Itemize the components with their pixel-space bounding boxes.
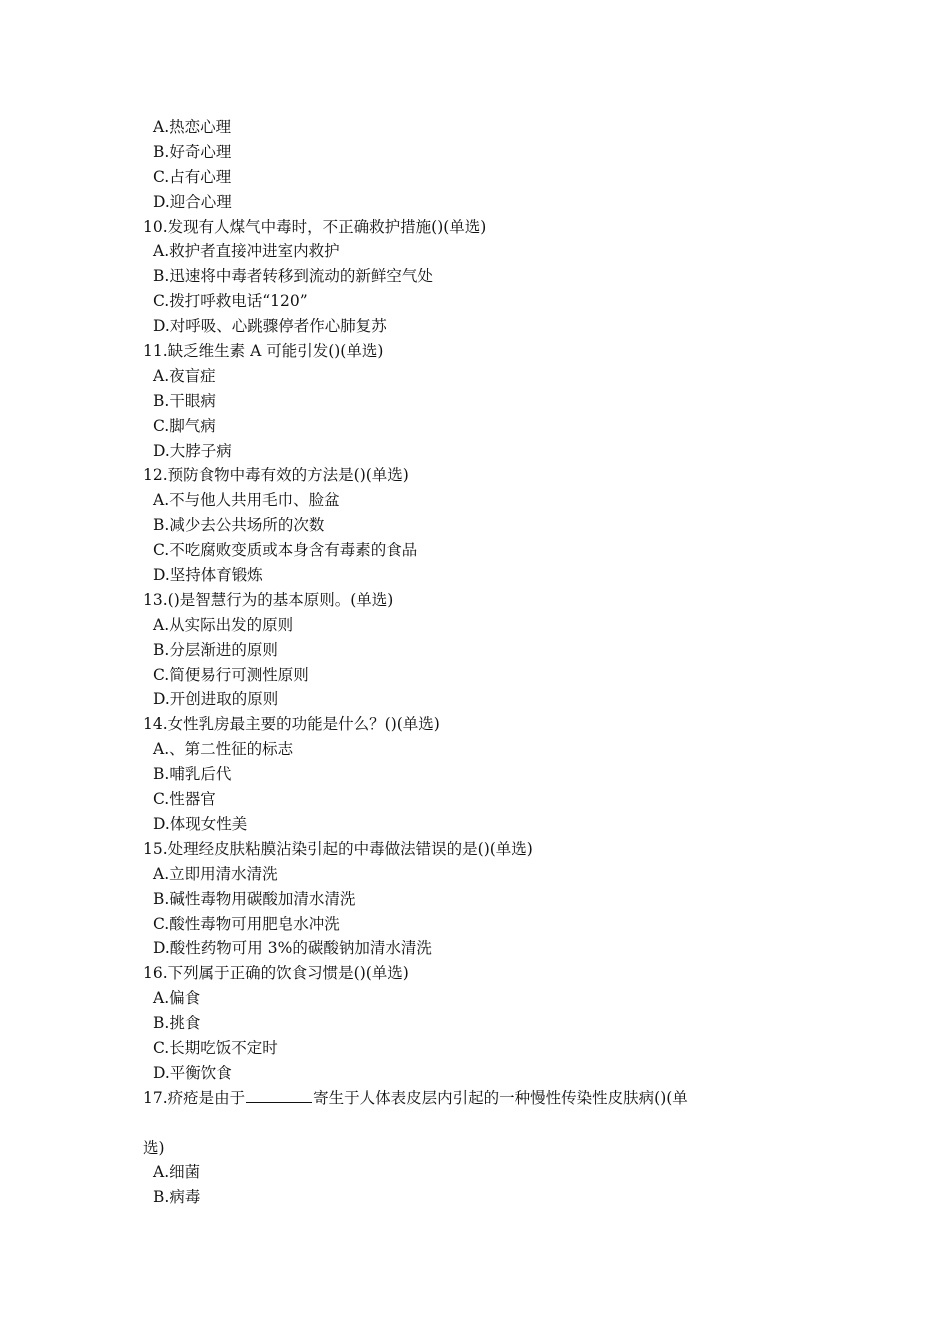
q14-option-c: C.性器官 — [153, 790, 216, 809]
q10-stem: 10.发现有人煤气中毒时，不正确救护措施()(单选) — [143, 217, 487, 236]
q16-option-d: D.平衡饮食 — [153, 1063, 232, 1082]
q14-stem: 14.女性乳房最主要的功能是什么？()(单选) — [143, 715, 440, 734]
q16-option-b: B.挑食 — [153, 1014, 201, 1033]
q9-option-d: D.迎合心理 — [153, 192, 232, 211]
q12-option-c: C.不吃腐败变质或本身含有毒素的食品 — [153, 541, 418, 560]
q17-option-a: A.细菌 — [153, 1163, 201, 1182]
q12-option-d: D.坚持体育锻炼 — [153, 566, 263, 585]
q12-stem: 12.预防食物中毒有效的方法是()(单选) — [143, 466, 409, 485]
line-gap — [143, 1111, 843, 1136]
quiz-content — [143, 115, 843, 1210]
q13-option-d: D.开创进取的原则 — [153, 690, 279, 709]
q15-stem: 15.处理经皮肤粘膜沾染引起的中毒做法错误的是()(单选) — [143, 839, 533, 858]
q17-stem-continued: 选) — [143, 1138, 165, 1157]
q15-option-d: D.酸性药物可用 3%的碳酸钠加清水清洗 — [153, 939, 432, 958]
q11-option-c: C.脚气病 — [153, 416, 216, 435]
q17-stem — [143, 1086, 843, 1111]
q13-option-a: A.从实际出发的原则 — [153, 615, 294, 634]
q16-option-a: A.偏食 — [153, 989, 201, 1008]
q13-option-b: B.分层渐进的原则 — [153, 640, 278, 659]
q16-stem: 16.下列属于正确的饮食习惯是()(单选) — [143, 964, 409, 983]
q12-option-a: A.不与他人共用毛巾、脸盆 — [153, 491, 340, 510]
q9-option-b: B.好奇心理 — [153, 142, 232, 161]
q15-option-c: C.酸性毒物可用肥皂水冲洗 — [153, 914, 340, 933]
q10-option-c: C.拨打呼救电话“120” — [153, 292, 308, 311]
q17-option-b: B.病毒 — [153, 1188, 201, 1207]
q13-option-c: C.简便易行可测性原则 — [153, 665, 309, 684]
q13-stem: 13.()是智慧行为的基本原则。(单选) — [143, 590, 394, 609]
q15-option-b: B.碱性毒物用碳酸加清水清洗 — [153, 889, 356, 908]
fill-in-blank — [246, 1089, 312, 1103]
q17-stem-after: 寄生于人体表皮层内引起的一种慢性传染性皮肤病()(单 — [313, 1088, 688, 1107]
q12-option-b: B.减少去公共场所的次数 — [153, 516, 325, 535]
q14-option-a: A.、第二性征的标志 — [153, 740, 294, 759]
q11-stem: 11.缺乏维生素 A 可能引发()(单选) — [143, 342, 384, 361]
q14-option-d: D.体现女性美 — [153, 814, 248, 833]
q16-option-c: C.长期吃饭不定时 — [153, 1038, 278, 1057]
q10-option-d: D.对呼吸、心跳骤停者作心肺复苏 — [153, 317, 387, 336]
q10-option-b: B.迅速将中毒者转移到流动的新鲜空气处 — [153, 267, 433, 286]
q14-option-b: B.哺乳后代 — [153, 765, 232, 784]
q10-option-a: A.救护者直接冲进室内救护 — [153, 242, 340, 261]
q17-stem-before: 17.疥疮是由于 — [143, 1088, 246, 1107]
q11-option-d: D.大脖子病 — [153, 441, 232, 460]
q11-option-a: A.夜盲症 — [153, 366, 216, 385]
q15-option-a: A.立即用清水清洗 — [153, 864, 278, 883]
q9-option-c: C.占有心理 — [153, 167, 232, 186]
q9-option-a: A.热恋心理 — [153, 118, 232, 136]
q11-option-b: B.干眼病 — [153, 391, 216, 410]
